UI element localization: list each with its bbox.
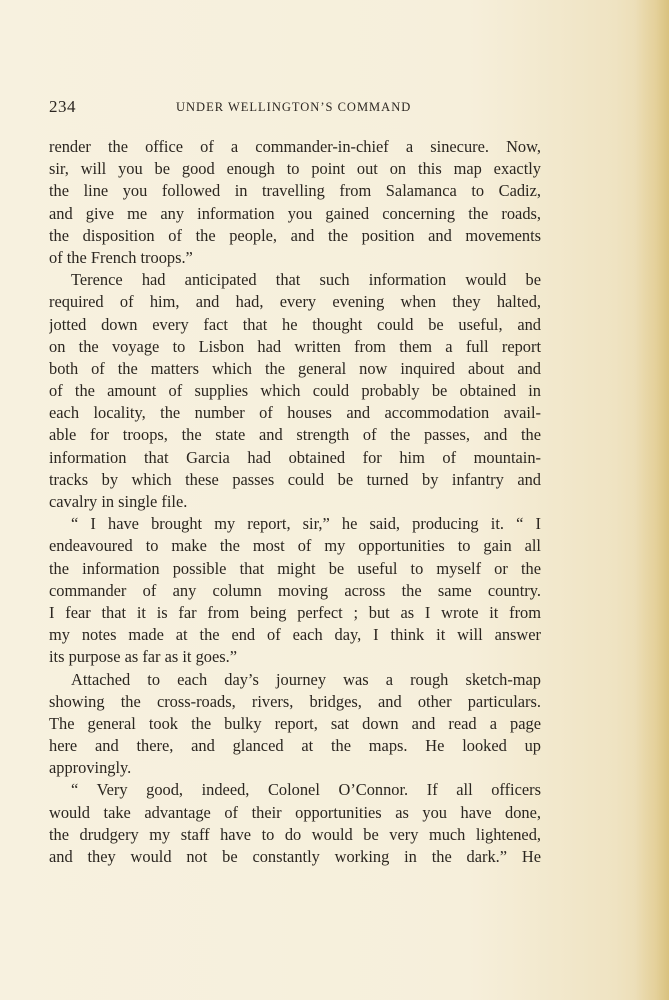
text-line: “ Very good, indeed, Colonel O’Connor. If all officers bbox=[71, 780, 541, 800]
body-text bbox=[49, 136, 541, 868]
text-line: required of him, and had, every evening when they halted, bbox=[49, 292, 541, 312]
text-line: approvingly. bbox=[49, 758, 132, 778]
text-line: of the amount of supplies which could probably be obtained in bbox=[49, 381, 541, 401]
text-line: the line you followed in travelling from Salamanca to Cadiz, bbox=[49, 181, 541, 201]
text-line: and give me any information you gained concerning the roads, bbox=[49, 203, 541, 223]
text-line: its purpose as far as it goes.” bbox=[49, 647, 237, 667]
text-line: commander of any column moving across the same country. bbox=[49, 580, 541, 600]
text-line: tracks by which these passes could be turned by infantry and bbox=[49, 469, 541, 489]
text-line: showing the cross-roads, rivers, bridges, and other particulars. bbox=[49, 691, 541, 711]
text-line: endeavoured to make the most of my opportunities to gain all bbox=[49, 536, 541, 556]
page-header bbox=[49, 97, 541, 121]
text-line: “ I have brought my report, sir,” he said, producing it. “ I bbox=[71, 514, 541, 534]
text-line: the information possible that might be useful to myself or the bbox=[49, 558, 541, 578]
text-line: each locality, the number of houses and accommodation avail- bbox=[49, 403, 541, 423]
text-line: I fear that it is far from being perfect ; but as I wrote it from bbox=[49, 602, 541, 622]
text-line: the disposition of the people, and the position and movements bbox=[49, 225, 541, 245]
text-line: The general took the bulky report, sat down and read a page bbox=[49, 713, 541, 733]
text-line: of the French troops.” bbox=[49, 247, 193, 267]
text-line: sir, will you be good enough to point out on this map exactly bbox=[49, 159, 541, 179]
text-line: Terence had anticipated that such information would be bbox=[71, 270, 541, 290]
text-line: able for troops, the state and strength of the passes, and the bbox=[49, 425, 541, 445]
page-edge-shading bbox=[635, 0, 669, 1000]
text-line: information that Garcia had obtained for him of mountain- bbox=[49, 447, 541, 467]
text-line: render the office of a commander-in-chief a sinecure. Now, bbox=[49, 137, 541, 156]
text-line: here and there, and glanced at the maps. He looked up bbox=[49, 736, 541, 756]
text-line: both of the matters which the general now inquired about and bbox=[49, 358, 541, 378]
running-head: UNDER WELLINGTON’S COMMAND bbox=[176, 100, 412, 114]
text-line: would take advantage of their opportunities as you have done, bbox=[49, 802, 541, 822]
text-line: on the voyage to Lisbon had written from them a full report bbox=[49, 336, 541, 356]
page-number: 234 bbox=[49, 97, 76, 116]
text-line: and they would not be constantly working in the dark.” He bbox=[49, 847, 541, 866]
text-line: my notes made at the end of each day, I think it will answer bbox=[49, 625, 541, 645]
text-line: cavalry in single file. bbox=[49, 492, 188, 511]
text-line: jotted down every fact that he thought could be useful, and bbox=[49, 314, 541, 334]
text-line: Attached to each day’s journey was a rough sketch-map bbox=[71, 669, 541, 689]
text-line: the drudgery my staff have to do would be very much lightened, bbox=[49, 824, 541, 844]
